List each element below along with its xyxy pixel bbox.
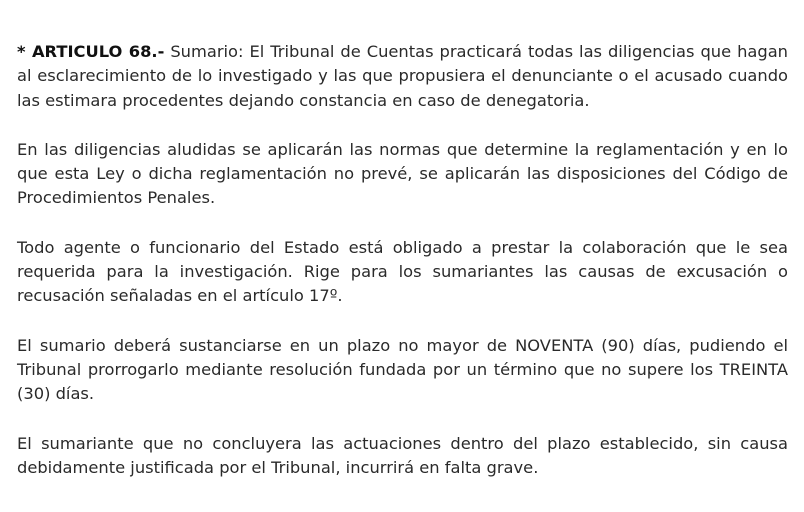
article-paragraph-1-text: Sumario: El Tribunal de Cuentas practicará todas las diligencias que hagan al esclarecimiento de lo investigado y las que propusiera el denunciante o el acusado cuando las estimara procedentes dejando constancia en caso de denegatoria. — [17, 42, 788, 110]
article-paragraph-2: En las diligencias aludidas se aplicarán las normas que determine la reglamentación y en lo que esta Ley o dicha reglamentación no prevé, se aplicarán las disposiciones del Código de Procedimientos Penales. — [17, 139, 788, 208]
article-paragraph-1 — [17, 40, 788, 113]
article-paragraph-4: El sumario deberá sustanciarse en un plazo no mayor de NOVENTA (90) días, pudiendo el Tribunal prorrogarlo mediante resolución fundada por un término que no supere los TREINTA (30) días. — [17, 335, 788, 404]
article-paragraph-5: El sumariante que no concluyera las actuaciones dentro del plazo establecido, sin causa debidamente justificada por el Tribunal, incurrirá en falta grave. — [17, 433, 788, 477]
article-heading: * ARTICULO 68.- — [17, 42, 165, 61]
article-paragraph-3: Todo agente o funcionario del Estado está obligado a prestar la colaboración que le sea requerida para la investigación. Rige para los sumariantes las causas de excusación o recusación señaladas en el artículo 17º. — [17, 237, 788, 306]
article-document — [17, 40, 788, 480]
